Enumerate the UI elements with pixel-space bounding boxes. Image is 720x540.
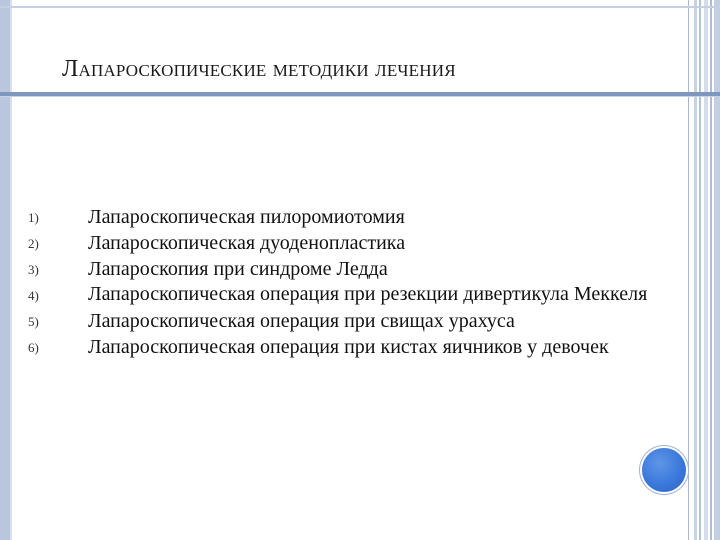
right-decorative-line (699, 0, 701, 540)
right-decorative-line (694, 0, 697, 540)
list-item (28, 334, 668, 360)
list-item-text: Лапароскопическая дуоденопластика (88, 232, 406, 254)
list-item-text: Лапароскопическая операция при свищах урахуса (88, 310, 515, 332)
list-item-text: Лапароскопическая пилоромиотомия (88, 206, 405, 228)
left-decorative-band-inner (10, 0, 12, 540)
list-item-number: 6) (28, 340, 39, 355)
list-item (28, 204, 668, 230)
title-underline-rule-light (0, 96, 720, 97)
list-item-number: 1) (28, 210, 39, 225)
right-decorative-line (714, 0, 720, 540)
left-decorative-band (0, 0, 10, 540)
list-item-number: 4) (28, 288, 39, 303)
list-item-text: Лапароскопическая операция при кистах яичников у девочек (88, 336, 609, 358)
list-item-number: 3) (28, 262, 39, 277)
right-decorative-line (688, 0, 689, 540)
list-item (28, 256, 668, 282)
top-decorative-rule (0, 6, 720, 8)
page-title: Лапароскопические методики лечения (62, 56, 456, 82)
list-item (28, 230, 668, 256)
list-item (28, 282, 668, 308)
right-decorative-line (704, 0, 708, 540)
decorative-circle-icon (642, 448, 686, 492)
list-item-text: Лапароскопическая операция при резекции дивертикула Меккеля (88, 283, 648, 305)
list-item (28, 308, 668, 334)
list-item-text: Лапароскопия при синдроме Ледда (88, 258, 388, 280)
list-item-number: 2) (28, 236, 39, 251)
treatment-methods-list (28, 204, 668, 360)
list-item-number: 5) (28, 314, 39, 329)
right-decorative-line (710, 0, 712, 540)
